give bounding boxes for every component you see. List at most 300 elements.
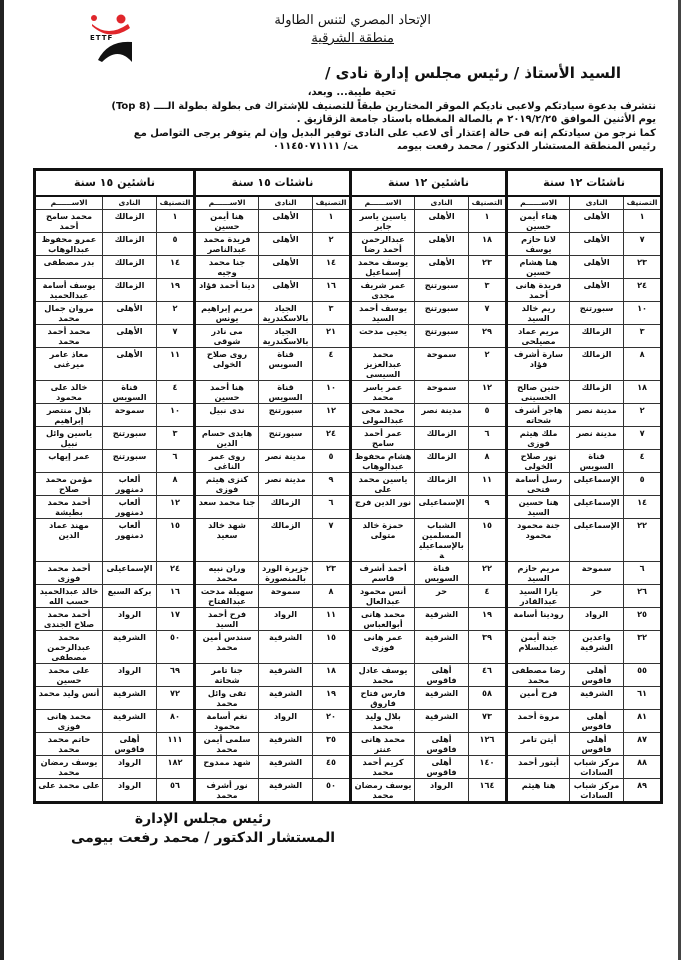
club-cell: حر: [570, 585, 624, 608]
club-cell: الرواد: [259, 608, 313, 631]
club-cell: مدينة نصر: [570, 404, 624, 427]
group-title: ناشئات ١٥ سنة: [195, 170, 351, 197]
player-name-cell: بلال وليد محمد: [351, 710, 415, 733]
table-row: [35, 404, 662, 427]
rank-cell: ٢٣: [313, 562, 351, 585]
table-row: [35, 256, 662, 279]
rank-cell: ١٩: [313, 687, 351, 710]
club-cell: سبورتنج: [570, 302, 624, 325]
group-title: ناشئين ١٢ سنة: [351, 170, 507, 197]
club-cell: الشرقية: [415, 687, 469, 710]
club-cell: ألعاب دمنهور: [103, 496, 157, 519]
player-name-cell: يوسف رمضان محمد: [35, 756, 103, 779]
player-name-cell: فرح أمين: [507, 687, 570, 710]
player-name-cell: محمد هانى فوزى: [35, 710, 103, 733]
club-cell: الرواد: [570, 608, 624, 631]
player-name-cell: هنا هشام حسين: [507, 256, 570, 279]
player-name-cell: محمد أحمد محمد: [35, 325, 103, 348]
table-row: [35, 687, 662, 710]
rank-cell: ٨: [624, 348, 662, 381]
column-header-club: النادى: [259, 196, 313, 210]
player-name-cell: عبدالرحمن أحمد رضا: [351, 233, 415, 256]
club-cell: ألعاب دمنهور: [103, 519, 157, 562]
player-name-cell: مهند عماد الدين: [35, 519, 103, 562]
club-cell: مدينة نصر: [259, 450, 313, 473]
player-name-cell: محمد عبدالعزيز السيسى: [351, 348, 415, 381]
player-name-cell: يحيى مدحت: [351, 325, 415, 348]
player-name-cell: سندس أمين محمد: [195, 631, 259, 664]
club-cell: قناة السويس: [259, 348, 313, 381]
club-cell: الزمالك: [570, 348, 624, 381]
region-name: منطقة الشرقية: [311, 31, 394, 46]
rank-cell: ٦: [157, 450, 195, 473]
phone-number: ت/ ٠١١٤٥٠٧١١١١: [272, 141, 358, 152]
player-name-cell: حمزة خالد متولى: [351, 519, 415, 562]
table-row: [35, 733, 662, 756]
rank-cell: ٥٥: [624, 664, 662, 687]
table-row: [35, 279, 662, 302]
table-row: [35, 608, 662, 631]
player-name-cell: ريم خالد السيد: [507, 302, 570, 325]
rank-cell: ٦: [624, 562, 662, 585]
player-name-cell: يوسف أسامة عبدالحميد: [35, 279, 103, 302]
rank-cell: ٣٢: [624, 631, 662, 664]
rank-cell: ٨: [313, 585, 351, 608]
body-line-1: نتشرف بدعوة سيادتكم ولاعبى ناديكم الموقر المختارين طبقاً للتصنيف للإشتراك فى بطولة بطولة الــــ (Top 8): [111, 100, 656, 112]
column-header-name: الاســــــم: [351, 196, 415, 210]
club-cell: مدينة نصر: [415, 404, 469, 427]
player-name-cell: كنزى هيثم فوزى: [195, 473, 259, 496]
rank-cell: ١: [157, 210, 195, 233]
table-row: [35, 381, 662, 404]
column-header-club: النادى: [570, 196, 624, 210]
club-cell: سبورتنج: [259, 427, 313, 450]
rank-cell: ٦٩: [157, 664, 195, 687]
player-name-cell: فرح أحمد السيد: [195, 608, 259, 631]
rank-cell: ٢٩: [469, 325, 507, 348]
rank-cell: ١٢٦: [469, 733, 507, 756]
club-cell: بركة السبع: [103, 585, 157, 608]
rank-cell: ٢٦: [624, 585, 662, 608]
player-name-cell: رودينا أسامة: [507, 608, 570, 631]
club-cell: قناة السويس: [415, 562, 469, 585]
player-name-cell: هناء أيمن حسين: [507, 210, 570, 233]
rank-cell: ٥: [313, 450, 351, 473]
player-name-cell: هنا أحمد حسين: [195, 381, 259, 404]
rank-cell: ١: [313, 210, 351, 233]
rank-cell: ١٨٢: [157, 756, 195, 779]
club-cell: سموحة: [415, 381, 469, 404]
player-name-cell: سلمى أيمن محمد: [195, 733, 259, 756]
player-name-cell: خالد على محمود: [35, 381, 103, 404]
player-name-cell: مريم عماد مصيلحى: [507, 325, 570, 348]
player-name-cell: مروان جمال محمد: [35, 302, 103, 325]
club-cell: الشرقية: [259, 687, 313, 710]
column-header-name: الاســــــم: [35, 196, 103, 210]
column-header-club: النادى: [103, 196, 157, 210]
table-row: [35, 427, 662, 450]
player-name-cell: مى نادر شوقى: [195, 325, 259, 348]
club-cell: الأهلى: [259, 256, 313, 279]
club-cell: الجياد بالاسكندرية: [259, 325, 313, 348]
ettf-logo: [88, 12, 136, 64]
club-cell: حر: [415, 585, 469, 608]
table-row: [35, 325, 662, 348]
player-name-cell: كريم أحمد محمد: [351, 756, 415, 779]
body-line-2: يوم الأثنين الموافق ٢٠١٩/٢/٢٥ م بالصالة المغطاه باستاد جامعة الزقازيق .: [296, 114, 656, 125]
rank-cell: ١١: [469, 473, 507, 496]
player-name-cell: أيتن تامر: [507, 733, 570, 756]
rank-cell: ٢٤: [624, 279, 662, 302]
rank-cell: ٢٣: [624, 256, 662, 279]
player-name-cell: على محمد على: [35, 779, 103, 803]
table-row: [35, 233, 662, 256]
player-name-cell: هنا حسين السيد: [507, 496, 570, 519]
player-name-cell: ياسين وائل نبيل: [35, 427, 103, 450]
rank-cell: ٨٠: [157, 710, 195, 733]
club-cell: الجياد بالاسكندرية: [259, 302, 313, 325]
rank-cell: ١٨: [469, 233, 507, 256]
rank-cell: ٧٣: [469, 710, 507, 733]
player-name-cell: يوسف رمضان محمد: [351, 779, 415, 803]
club-cell: سموحة: [415, 348, 469, 381]
logo-text: ETTF: [90, 34, 114, 42]
column-header-rank: التصنيف: [469, 196, 507, 210]
club-cell: الإسماعيلى: [103, 562, 157, 585]
club-cell: الشرقية: [259, 779, 313, 803]
club-cell: الرواد: [103, 664, 157, 687]
rank-cell: ١٠: [624, 302, 662, 325]
greeting: تحية طيبة... وبعد،: [307, 87, 396, 98]
club-cell: الأهلى: [415, 233, 469, 256]
contact-line: [26, 140, 656, 154]
club-cell: الشرقية: [415, 710, 469, 733]
signature: [33, 810, 373, 848]
club-cell: الزمالك: [415, 427, 469, 450]
rank-cell: ١١: [313, 608, 351, 631]
rank-cell: ٢٤: [157, 562, 195, 585]
group-header-row: [35, 170, 662, 197]
club-cell: الرواد: [415, 779, 469, 803]
player-name-cell: نور أشرف محمد: [195, 779, 259, 803]
rank-cell: ٥: [469, 404, 507, 427]
player-name-cell: دينا أحمد فؤاد: [195, 279, 259, 302]
player-name-cell: حنين صالح الحسينى: [507, 381, 570, 404]
club-cell: الإسماعيلى: [570, 519, 624, 562]
club-cell: الإسماعيلى: [415, 496, 469, 519]
club-cell: الرواد: [103, 608, 157, 631]
club-cell: الأهلى: [259, 279, 313, 302]
rank-cell: ١: [624, 210, 662, 233]
club-cell: الإسماعيلى: [570, 496, 624, 519]
player-name-cell: جنة أيمن عبدالسلام: [507, 631, 570, 664]
club-cell: الشرقية: [415, 608, 469, 631]
club-cell: الأهلى: [259, 210, 313, 233]
player-name-cell: سهيلة مدحت عبدالفتاح: [195, 585, 259, 608]
player-name-cell: عمر هانى فوزى: [351, 631, 415, 664]
club-cell: سبورتنج: [415, 279, 469, 302]
table-row: [35, 664, 662, 687]
club-cell: الأهلى: [103, 302, 157, 325]
player-name-cell: أنس محمود عبدالعال: [351, 585, 415, 608]
rank-cell: ١٨: [624, 381, 662, 404]
rank-cell: ١٩: [469, 608, 507, 631]
rank-cell: ٢: [313, 233, 351, 256]
rank-cell: ١٧: [157, 608, 195, 631]
club-cell: مركز شباب السادات: [570, 756, 624, 779]
rank-cell: ٣: [157, 427, 195, 450]
club-cell: الشرقية: [103, 631, 157, 664]
letter-body: [26, 86, 656, 154]
rank-cell: ٦: [469, 427, 507, 450]
org-header: [274, 12, 431, 48]
rank-cell: ٧٢: [157, 687, 195, 710]
club-cell: الأهلى: [570, 279, 624, 302]
player-name-cell: جنا محمد وجيه: [195, 256, 259, 279]
club-cell: الأهلى: [103, 325, 157, 348]
club-cell: سموحة: [570, 562, 624, 585]
player-name-cell: يوسف أحمد السيد: [351, 302, 415, 325]
club-cell: الرواد: [259, 710, 313, 733]
player-name-cell: ملك هيثم فوزى: [507, 427, 570, 450]
column-header-rank: التصنيف: [157, 196, 195, 210]
rank-cell: ٥٨: [469, 687, 507, 710]
club-cell: سبورتنج: [103, 427, 157, 450]
player-name-cell: حاتم محمد محمد: [35, 733, 103, 756]
player-name-cell: فريدة محمد عبدالناصر: [195, 233, 259, 256]
rank-cell: ١٦٤: [469, 779, 507, 803]
rank-cell: ١٠: [157, 404, 195, 427]
rank-cell: ٢٤: [313, 427, 351, 450]
player-name-cell: روى صلاح الخولى: [195, 348, 259, 381]
club-cell: الأهلى: [570, 210, 624, 233]
rank-cell: ٨٩: [624, 779, 662, 803]
player-name-cell: تقى وائل محمد: [195, 687, 259, 710]
player-name-cell: بدر مصطفى: [35, 256, 103, 279]
column-header-rank: التصنيف: [313, 196, 351, 210]
rank-cell: ٣: [469, 279, 507, 302]
club-cell: الزمالك: [103, 256, 157, 279]
player-name-cell: جنة محمود محمود: [507, 519, 570, 562]
club-cell: الأهلى: [415, 256, 469, 279]
rank-cell: ٧: [624, 427, 662, 450]
rank-cell: ٥: [157, 233, 195, 256]
rank-cell: ٤٥: [313, 756, 351, 779]
player-name-cell: محمد عبدالرحمن مصطفى: [35, 631, 103, 664]
rank-cell: ٢٣: [469, 256, 507, 279]
rank-cell: ٢٢: [469, 562, 507, 585]
club-cell: سبورتنج: [415, 302, 469, 325]
player-name-cell: جنا محمد سعد: [195, 496, 259, 519]
club-cell: الشرقية: [259, 756, 313, 779]
club-cell: أهلى فاقوس: [415, 733, 469, 756]
column-header-name: الاســــــم: [195, 196, 259, 210]
table-row: [35, 496, 662, 519]
rank-cell: ٧: [313, 519, 351, 562]
rank-cell: ١١١: [157, 733, 195, 756]
rank-cell: ٣: [313, 302, 351, 325]
rank-cell: ٥: [624, 473, 662, 496]
player-name-cell: عمر أحمد سامح: [351, 427, 415, 450]
rank-cell: ١٤: [624, 496, 662, 519]
rank-cell: ٩: [313, 473, 351, 496]
rank-cell: ٣٥: [313, 733, 351, 756]
table-row: [35, 562, 662, 585]
club-cell: الشرقية: [103, 710, 157, 733]
club-cell: الرواد: [103, 756, 157, 779]
player-name-cell: نور الدين فرج: [351, 496, 415, 519]
player-name-cell: يوسف عادل محمد: [351, 664, 415, 687]
table-row: [35, 756, 662, 779]
club-cell: سموحة: [259, 585, 313, 608]
player-name-cell: محمد محى عبدالمولى: [351, 404, 415, 427]
rank-cell: ٨: [157, 473, 195, 496]
rank-cell: ٢: [469, 348, 507, 381]
rank-cell: ١٥: [469, 519, 507, 562]
table-row: [35, 519, 662, 562]
rank-cell: ٦: [313, 496, 351, 519]
player-name-cell: أحمد أشرف قاسم: [351, 562, 415, 585]
club-cell: الأهلى: [259, 233, 313, 256]
rank-cell: ٦١: [624, 687, 662, 710]
addressee: السيد الأستاذ / رئيس مجلس إدارة نادى /: [324, 64, 621, 82]
player-name-cell: محمد هانى أبوالعباس: [351, 608, 415, 631]
rank-cell: ٩: [469, 496, 507, 519]
player-name-cell: سارة أشرف فؤاد: [507, 348, 570, 381]
player-name-cell: نغم أسامة محمود: [195, 710, 259, 733]
club-cell: الزمالك: [259, 496, 313, 519]
club-cell: مدينة نصر: [570, 427, 624, 450]
club-cell: الزمالك: [415, 473, 469, 496]
player-name-cell: هاجر أشرف شحاته: [507, 404, 570, 427]
rank-cell: ١٨: [313, 664, 351, 687]
player-name-cell: معاذ عامر ميرغنى: [35, 348, 103, 381]
club-cell: قناة السويس: [103, 381, 157, 404]
player-name-cell: روى عمر الناغى: [195, 450, 259, 473]
club-cell: مدينة نصر: [259, 473, 313, 496]
table-row: [35, 710, 662, 733]
rank-cell: ٢٠: [313, 710, 351, 733]
table-row: [35, 302, 662, 325]
club-cell: أهلى فاقوس: [103, 733, 157, 756]
player-name-cell: رضا مصطفى محمد: [507, 664, 570, 687]
rank-cell: ٤: [157, 381, 195, 404]
club-cell: جزيرة الورد بالمنصورة: [259, 562, 313, 585]
rank-cell: ٧: [157, 325, 195, 348]
player-name-cell: أحمد محمد صلاح الجندى: [35, 608, 103, 631]
club-cell: أهلى فاقوس: [570, 733, 624, 756]
rank-cell: ١٤: [313, 256, 351, 279]
table-row: [35, 631, 662, 664]
club-cell: الزمالك: [570, 325, 624, 348]
club-cell: الشرقية: [570, 687, 624, 710]
player-name-cell: ندى نبيل: [195, 404, 259, 427]
rank-cell: ١٥: [157, 519, 195, 562]
player-name-cell: أحمد محمد فوزى: [35, 562, 103, 585]
player-name-cell: أيتور أحمد: [507, 756, 570, 779]
rankings-table: [33, 168, 663, 804]
player-name-cell: ياسين محمد على: [351, 473, 415, 496]
table-row: [35, 779, 662, 803]
rank-cell: ٢: [624, 404, 662, 427]
player-name-cell: نور صلاح الخولى: [507, 450, 570, 473]
scan-edge-left: [0, 0, 4, 960]
rank-cell: ٤: [313, 348, 351, 381]
player-name-cell: عمرو محفوظ عبدالوهاب: [35, 233, 103, 256]
player-name-cell: مروة أحمد: [507, 710, 570, 733]
club-cell: الشرقية: [103, 687, 157, 710]
org-name: الإتحاد المصري لتنس الطاولة: [274, 13, 431, 28]
player-name-cell: ياسين ياسر جابر: [351, 210, 415, 233]
club-cell: سموحة: [103, 404, 157, 427]
rank-cell: ٨١: [624, 710, 662, 733]
player-name-cell: شهد خالد سعيد: [195, 519, 259, 562]
club-cell: الزمالك: [103, 233, 157, 256]
player-name-cell: عمر إيهاب: [35, 450, 103, 473]
rank-cell: ٢: [157, 302, 195, 325]
club-cell: الزمالك: [415, 450, 469, 473]
rank-cell: ١٩: [157, 279, 195, 302]
rank-cell: ٥٠: [157, 631, 195, 664]
column-header-rank: التصنيف: [624, 196, 662, 210]
player-name-cell: أحمد محمد بطيشة: [35, 496, 103, 519]
player-name-cell: مريم حازم السيد: [507, 562, 570, 585]
club-cell: الزمالك: [103, 279, 157, 302]
player-name-cell: مؤمن محمد صلاح: [35, 473, 103, 496]
rank-cell: ١٠: [313, 381, 351, 404]
club-cell: الزمالك: [103, 210, 157, 233]
club-cell: أهلى فاقوس: [570, 710, 624, 733]
group-title: ناشئين ١٥ سنة: [35, 170, 195, 197]
table-row: [35, 210, 662, 233]
player-name-cell: يوسف محمد إسماعيل: [351, 256, 415, 279]
rank-cell: ١٥: [313, 631, 351, 664]
player-name-cell: يارا السيد عبدالقادر: [507, 585, 570, 608]
group-title: ناشئات ١٢ سنة: [507, 170, 662, 197]
rank-cell: ٤٦: [469, 664, 507, 687]
rank-cell: ٨: [469, 450, 507, 473]
rank-cell: ١٢: [157, 496, 195, 519]
rank-cell: ١٤٠: [469, 756, 507, 779]
player-name-cell: على محمد حسين: [35, 664, 103, 687]
rank-cell: ١: [469, 210, 507, 233]
player-name-cell: هنا هيثم: [507, 779, 570, 803]
main-content: [33, 168, 660, 848]
player-name-cell: فريدة هانى أحمد: [507, 279, 570, 302]
player-name-cell: فارس فتاح فاروق: [351, 687, 415, 710]
rank-cell: ٢١: [313, 325, 351, 348]
club-cell: سبورتنج: [103, 450, 157, 473]
rank-cell: ٨٨: [624, 756, 662, 779]
table-row: [35, 473, 662, 496]
signature-title: رئيس مجلس الإدارة: [134, 811, 272, 827]
rank-cell: ٢٥: [624, 608, 662, 631]
player-name-cell: رسل أسامة فتحى: [507, 473, 570, 496]
club-cell: الزمالك: [570, 381, 624, 404]
player-name-cell: محمد سامح أحمد: [35, 210, 103, 233]
rank-cell: ٤: [469, 585, 507, 608]
player-name-cell: جنا تامر شحاتة: [195, 664, 259, 687]
rank-cell: ٥٠: [313, 779, 351, 803]
rank-cell: ٥٦: [157, 779, 195, 803]
club-cell: الأهلى: [415, 210, 469, 233]
player-name-cell: بلال منتصر إبراهيم: [35, 404, 103, 427]
column-header-club: النادى: [415, 196, 469, 210]
column-header-row: [35, 196, 662, 210]
column-header-name: الاســــــم: [507, 196, 570, 210]
rank-cell: ١١: [157, 348, 195, 381]
player-name-cell: هشام محفوظ عبدالوهاب: [351, 450, 415, 473]
